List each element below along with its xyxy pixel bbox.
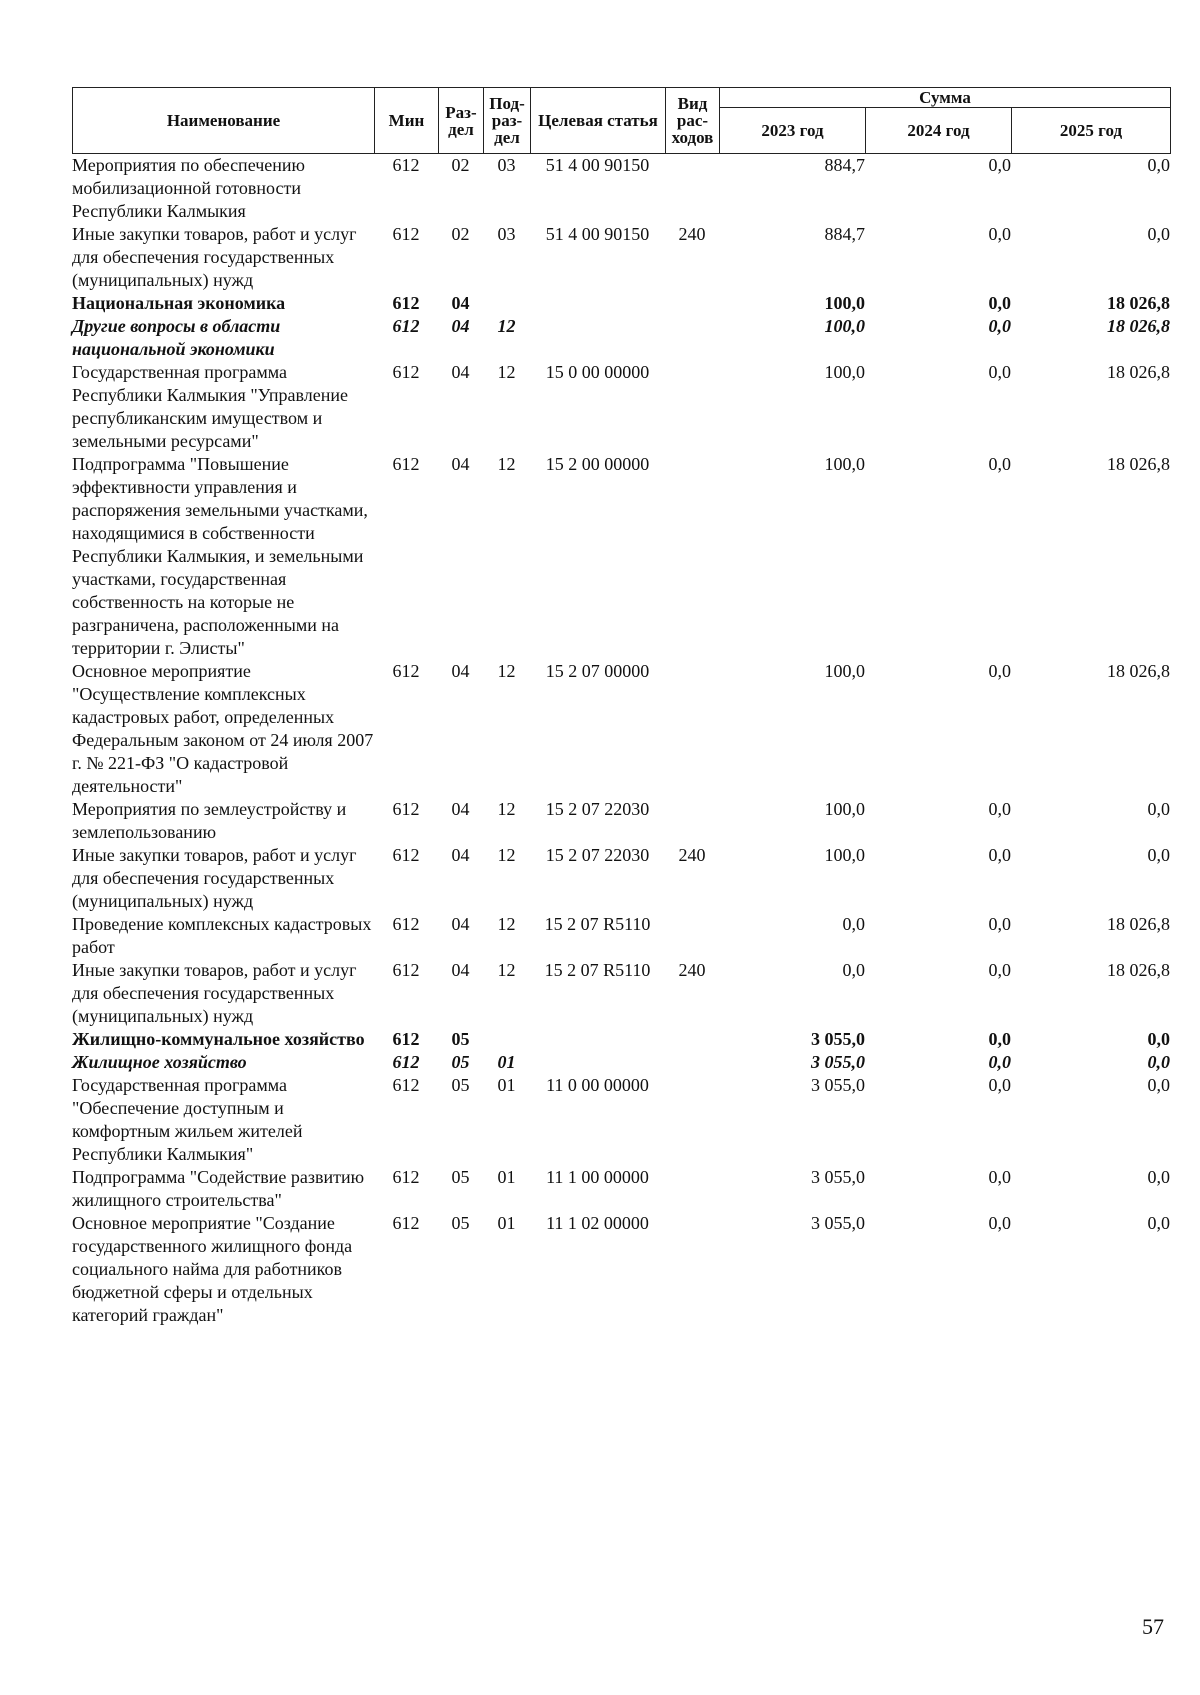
row-2023-cell: 3 055,0 <box>811 1167 865 1187</box>
row-razdel-cell: 05 <box>451 1213 470 1233</box>
row-2024-cell: 0,0 <box>988 1029 1011 1049</box>
row-min-cell: 612 <box>392 914 420 934</box>
table-row <box>72 798 1170 844</box>
row-podrazdel-cell: 12 <box>497 845 516 865</box>
row-min-cell: 612 <box>392 799 420 819</box>
row-2024-cell: 0,0 <box>988 454 1011 474</box>
table-row <box>72 1074 1170 1166</box>
row-min-cell: 612 <box>392 1213 420 1233</box>
budget-table <box>72 87 1170 1327</box>
row-razdel-cell: 04 <box>451 845 470 865</box>
row-2023-cell: 100,0 <box>824 845 865 865</box>
row-2024-cell: 0,0 <box>988 845 1011 865</box>
row-statya-cell: 11 1 02 00000 <box>546 1213 649 1233</box>
row-2023-cell: 100,0 <box>824 661 865 681</box>
row-statya-cell: 11 0 00 00000 <box>546 1075 649 1095</box>
row-podrazdel-cell: 12 <box>497 960 516 980</box>
row-vid-cell <box>665 798 719 844</box>
row-min-cell: 612 <box>392 1075 420 1095</box>
row-vid-cell <box>665 1051 719 1074</box>
row-razdel-cell: 05 <box>451 1029 470 1049</box>
row-podrazdel-cell <box>483 1028 530 1051</box>
row-vid-cell <box>665 1074 719 1166</box>
col-2023-header: 2023 год <box>720 108 866 154</box>
row-2024-cell: 0,0 <box>988 1213 1011 1233</box>
table-row <box>72 1212 1170 1327</box>
row-2024-cell: 0,0 <box>988 224 1011 244</box>
row-2025-cell: 18 026,8 <box>1107 960 1170 980</box>
row-2025-cell: 0,0 <box>1147 1075 1170 1095</box>
table-row <box>72 959 1170 1028</box>
row-2023-cell: 100,0 <box>824 799 865 819</box>
row-2025-cell: 18 026,8 <box>1107 362 1170 382</box>
row-min-cell: 612 <box>392 1052 420 1072</box>
row-vid-cell: 240 <box>678 845 706 865</box>
table-row <box>72 292 1170 315</box>
row-2023-cell: 0,0 <box>842 914 865 934</box>
row-2024-cell: 0,0 <box>988 1052 1011 1072</box>
row-razdel-cell: 04 <box>451 454 470 474</box>
row-2025-cell: 0,0 <box>1147 1029 1170 1049</box>
row-razdel-cell: 02 <box>451 224 470 244</box>
table-row <box>72 1166 1170 1212</box>
row-2023-cell: 3 055,0 <box>811 1075 865 1095</box>
row-name-cell: Основное мероприятие "Осуществление комплексных кадастровых работ, определенных Федеральным законом от 24 июля 2007 г. № 221-ФЗ "О кадастровой деятельности" <box>72 661 374 796</box>
row-podrazdel-cell: 03 <box>497 155 516 175</box>
row-name-cell: Национальная экономика <box>72 293 286 313</box>
table-row <box>72 844 1170 913</box>
col-name-header: Наименование <box>73 88 375 154</box>
row-min-cell: 612 <box>392 1029 420 1049</box>
row-name-cell: Жилищное хозяйство <box>72 1052 247 1072</box>
row-min-cell: 612 <box>392 845 420 865</box>
col-vid-header: Вид рас-ходов <box>666 88 720 154</box>
row-podrazdel-cell: 12 <box>497 454 516 474</box>
row-2025-cell: 0,0 <box>1147 224 1170 244</box>
row-razdel-cell: 05 <box>451 1075 470 1095</box>
row-podrazdel-cell: 12 <box>497 316 516 336</box>
row-2024-cell: 0,0 <box>988 1167 1011 1187</box>
table-row <box>72 361 1170 453</box>
row-razdel-cell: 04 <box>451 293 470 313</box>
row-razdel-cell: 04 <box>451 914 470 934</box>
row-2024-cell: 0,0 <box>988 799 1011 819</box>
row-vid-cell <box>665 1028 719 1051</box>
row-2023-cell: 884,7 <box>824 155 865 175</box>
col-statya-header: Целевая статья <box>531 88 666 154</box>
table-row <box>72 1028 1170 1051</box>
table-row <box>72 453 1170 660</box>
row-podrazdel-cell: 12 <box>497 362 516 382</box>
row-2025-cell: 0,0 <box>1147 1213 1170 1233</box>
row-vid-cell: 240 <box>678 224 706 244</box>
row-2025-cell: 0,0 <box>1147 155 1170 175</box>
row-statya-cell: 15 2 07 22030 <box>545 799 650 819</box>
row-name-cell: Мероприятия по обеспечению мобилизационной готовности Республики Калмыкия <box>72 155 305 221</box>
row-razdel-cell: 02 <box>451 155 470 175</box>
row-vid-cell <box>665 1212 719 1327</box>
row-2024-cell: 0,0 <box>988 293 1011 313</box>
row-2023-cell: 3 055,0 <box>811 1213 865 1233</box>
row-statya-cell <box>530 315 665 361</box>
row-vid-cell <box>665 660 719 798</box>
row-min-cell: 612 <box>392 960 420 980</box>
row-vid-cell <box>665 315 719 361</box>
col-razdel-header: Раз-дел <box>439 88 484 154</box>
col-podrazdel-header: Под-раз-дел <box>484 88 531 154</box>
row-vid-cell <box>665 361 719 453</box>
row-podrazdel-cell: 01 <box>497 1213 516 1233</box>
row-2025-cell: 18 026,8 <box>1107 661 1170 681</box>
row-podrazdel-cell: 03 <box>497 224 516 244</box>
row-2023-cell: 100,0 <box>824 293 865 313</box>
row-2025-cell: 18 026,8 <box>1107 454 1170 474</box>
row-podrazdel-cell: 12 <box>497 799 516 819</box>
table-row <box>72 154 1170 223</box>
row-name-cell: Жилищно-коммунальное хозяйство <box>72 1029 365 1049</box>
row-statya-cell: 51 4 00 90150 <box>545 155 650 175</box>
row-name-cell: Подпрограмма "Повышение эффективности управления и распоряжения земельными участками, находящимися в собственности Республики Калмыкия, и земельными участками, государственная собственность на которые не разграничена, расположенными на территории г. Элисты" <box>72 454 368 658</box>
row-razdel-cell: 04 <box>451 661 470 681</box>
row-2025-cell: 0,0 <box>1147 1167 1170 1187</box>
col-2025-header: 2025 год <box>1012 108 1171 154</box>
row-vid-cell: 240 <box>678 960 706 980</box>
row-razdel-cell: 04 <box>451 960 470 980</box>
row-2023-cell: 3 055,0 <box>811 1052 865 1072</box>
row-name-cell: Проведение комплексных кадастровых работ <box>72 914 372 957</box>
row-vid-cell <box>665 1166 719 1212</box>
table-row <box>72 315 1170 361</box>
row-podrazdel-cell: 01 <box>497 1167 516 1187</box>
col-min-header: Мин <box>375 88 439 154</box>
row-name-cell: Основное мероприятие "Создание государственного жилищного фонда социального найма для работников бюджетной сферы и отдельных категорий граждан" <box>72 1213 353 1325</box>
row-statya-cell: 15 2 07 00000 <box>545 661 650 681</box>
row-2024-cell: 0,0 <box>988 155 1011 175</box>
row-vid-cell <box>665 913 719 959</box>
row-2024-cell: 0,0 <box>988 960 1011 980</box>
row-razdel-cell: 05 <box>451 1052 470 1072</box>
row-name-cell: Иные закупки товаров, работ и услуг для обеспечения государственных (муниципальных) нужд <box>72 845 357 911</box>
row-name-cell: Мероприятия по землеустройству и землепользованию <box>72 799 347 842</box>
col-summa-header: Сумма <box>720 88 1171 108</box>
row-min-cell: 612 <box>392 362 420 382</box>
row-2025-cell: 18 026,8 <box>1107 914 1170 934</box>
row-statya-cell: 15 0 00 00000 <box>545 362 650 382</box>
row-2025-cell: 0,0 <box>1147 1052 1170 1072</box>
row-podrazdel-cell <box>483 292 530 315</box>
page-number: 57 <box>1142 1614 1164 1639</box>
row-name-cell: Иные закупки товаров, работ и услуг для обеспечения государственных (муниципальных) нужд <box>72 224 357 290</box>
row-podrazdel-cell: 01 <box>497 1052 516 1072</box>
row-name-cell: Иные закупки товаров, работ и услуг для обеспечения государственных (муниципальных) нужд <box>72 960 357 1026</box>
row-statya-cell: 15 2 07 R5110 <box>544 914 651 934</box>
row-podrazdel-cell: 12 <box>497 914 516 934</box>
row-min-cell: 612 <box>392 1167 420 1187</box>
row-statya-cell: 15 2 07 22030 <box>545 845 650 865</box>
row-2025-cell: 0,0 <box>1147 845 1170 865</box>
table-row <box>72 913 1170 959</box>
table-row <box>72 223 1170 292</box>
row-2023-cell: 100,0 <box>824 454 865 474</box>
row-statya-cell <box>530 1051 665 1074</box>
row-podrazdel-cell: 01 <box>497 1075 516 1095</box>
row-razdel-cell: 04 <box>451 799 470 819</box>
row-2023-cell: 884,7 <box>824 224 865 244</box>
row-2023-cell: 0,0 <box>842 960 865 980</box>
row-razdel-cell: 05 <box>451 1167 470 1187</box>
row-2024-cell: 0,0 <box>988 362 1011 382</box>
table-row <box>72 660 1170 798</box>
row-2025-cell: 0,0 <box>1147 799 1170 819</box>
row-name-cell: Другие вопросы в области национальной экономики <box>72 316 281 359</box>
col-2024-header: 2024 год <box>866 108 1012 154</box>
row-min-cell: 612 <box>392 155 420 175</box>
row-name-cell: Государственная программа Республики Калмыкия "Управление республиканским имуществом и земельными ресурсами" <box>72 362 348 451</box>
row-2023-cell: 3 055,0 <box>811 1029 865 1049</box>
row-2024-cell: 0,0 <box>988 1075 1011 1095</box>
row-min-cell: 612 <box>392 224 420 244</box>
row-statya-cell: 51 4 00 90150 <box>545 224 650 244</box>
row-vid-cell <box>665 154 719 223</box>
row-2023-cell: 100,0 <box>824 362 865 382</box>
row-vid-cell <box>665 292 719 315</box>
row-podrazdel-cell: 12 <box>497 661 516 681</box>
table-body <box>72 154 1170 1327</box>
row-2024-cell: 0,0 <box>988 914 1011 934</box>
row-2025-cell: 18 026,8 <box>1107 293 1170 313</box>
row-razdel-cell: 04 <box>451 316 470 336</box>
row-vid-cell <box>665 453 719 660</box>
row-min-cell: 612 <box>392 293 420 313</box>
row-statya-cell <box>530 292 665 315</box>
row-2024-cell: 0,0 <box>988 661 1011 681</box>
row-razdel-cell: 04 <box>451 362 470 382</box>
row-statya-cell <box>530 1028 665 1051</box>
table-row <box>72 1051 1170 1074</box>
row-2023-cell: 100,0 <box>824 316 865 336</box>
row-2025-cell: 18 026,8 <box>1107 316 1170 336</box>
row-name-cell: Государственная программа "Обеспечение доступным и комфортным жильем жителей Республики Калмыкия" <box>72 1075 303 1164</box>
table-header <box>72 87 1171 154</box>
row-statya-cell: 15 2 00 00000 <box>545 454 650 474</box>
row-statya-cell: 15 2 07 R5110 <box>544 960 651 980</box>
row-min-cell: 612 <box>392 454 420 474</box>
row-name-cell: Подпрограмма "Содействие развитию жилищного строительства" <box>72 1167 365 1210</box>
row-min-cell: 612 <box>392 316 420 336</box>
row-statya-cell: 11 1 00 00000 <box>546 1167 649 1187</box>
row-min-cell: 612 <box>392 661 420 681</box>
row-2024-cell: 0,0 <box>988 316 1011 336</box>
